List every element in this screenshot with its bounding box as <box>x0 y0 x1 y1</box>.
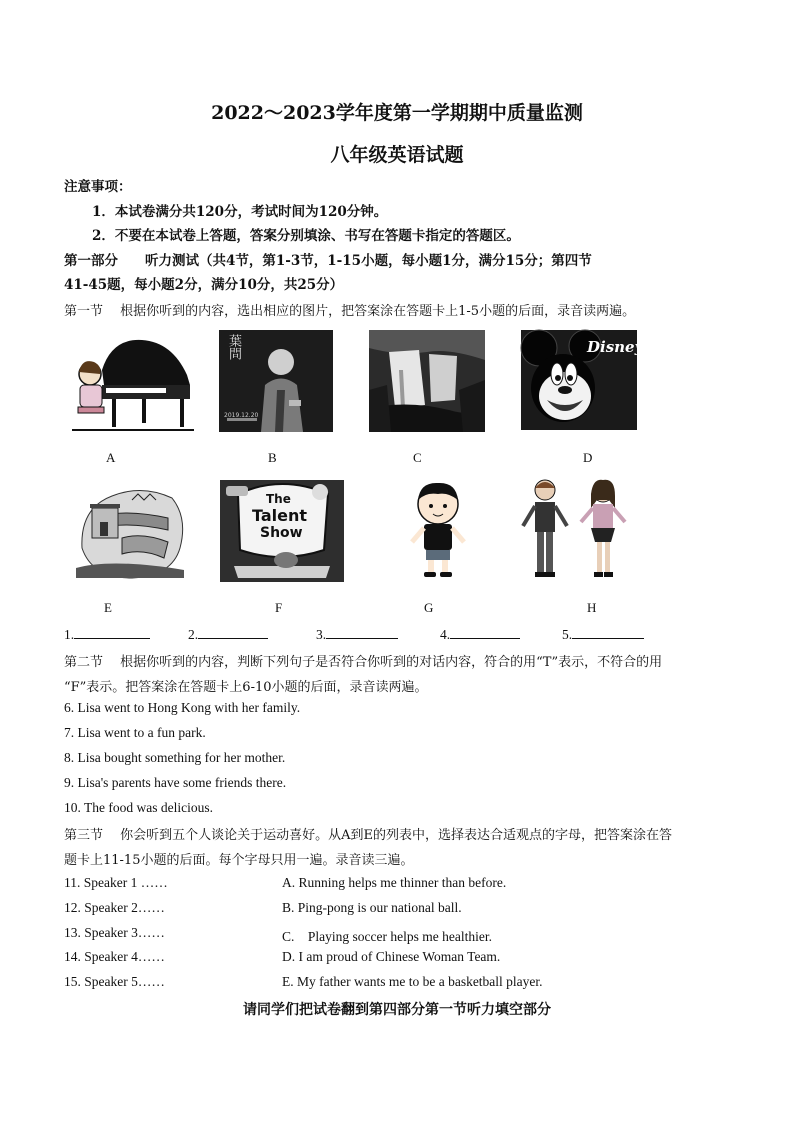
piano-child-icon <box>72 330 194 434</box>
part1-heading-line2: 41-45题，每小题2分，满分10分，共25分） <box>64 277 344 293</box>
speaker-12: 12. Speaker 2…… <box>64 900 165 915</box>
picture-b <box>219 330 333 432</box>
talent-show-text-3: Show <box>260 525 303 541</box>
exam-title: 2022～2023学年度第一学期期中质量监测 <box>211 102 583 124</box>
option-e: E. My father wants me to be a basketball player. <box>282 974 543 989</box>
poster-date-text: 2019.12.20 <box>224 412 259 419</box>
statement-7: 7. Lisa went to a fun park. <box>64 725 206 740</box>
picture-e <box>72 478 188 582</box>
answer-blank-4-line[interactable] <box>450 626 520 639</box>
statement-9: 9. Lisa's parents have some friends there. <box>64 775 287 790</box>
note-item-2: 2．不要在本试卷上答题，答案分别填涂、书写在答题卡指定的答题区。 <box>92 228 520 244</box>
statement-6: 6. Lisa went to Hong Kong with her family. <box>64 700 301 715</box>
statement-10: 10. The food was delicious. <box>64 800 213 815</box>
picture-a <box>72 330 194 434</box>
answer-blank-2-number: 2. <box>188 627 199 642</box>
picture-b-label: B <box>268 450 277 465</box>
disney-logo-text: Disney <box>587 338 644 356</box>
part1-heading-line1: 第一部分 听力测试（共4节，第1-3节，1-15小题，每小题1分，满分15分；第四节 <box>64 253 592 269</box>
notes-heading: 注意事项： <box>64 179 132 195</box>
picture-d <box>521 330 644 430</box>
answer-blank-5-number: 5. <box>562 627 573 642</box>
boy-icon <box>404 478 472 578</box>
answer-blank-4[interactable] <box>440 626 520 643</box>
answer-blank-1-line[interactable] <box>74 626 150 639</box>
exam-subtitle: 八年级英语试题 <box>330 144 464 166</box>
great-wall-icon <box>72 478 188 582</box>
poster-title-text: 葉問 <box>226 334 241 360</box>
picture-e-label: E <box>104 600 112 615</box>
section2-instruction-line1: 第二节 根据你听到的内容，判断下列句子是否符合你听到的对话内容，符合的用“T”表示，不符合的用 <box>64 655 663 670</box>
picture-f-label: F <box>275 600 283 615</box>
picture-c-label: C <box>413 450 422 465</box>
speaker-11: 11. Speaker 1 …… <box>64 875 168 890</box>
statement-8: 8. Lisa bought something for her mother. <box>64 750 286 765</box>
talent-show-text-2: Talent <box>252 506 308 525</box>
answer-blank-5-line[interactable] <box>572 626 644 639</box>
speaker-13: 13. Speaker 3…… <box>64 925 165 940</box>
picture-g-label: G <box>424 600 434 615</box>
footer-note: 请同学们把试卷翻到第四部分第一节听力填空部分 <box>243 1002 551 1018</box>
answer-blank-1-number: 1. <box>64 627 75 642</box>
option-a: A. Running helps me thinner than before. <box>282 875 507 890</box>
option-c: C. Playing soccer helps me healthier. <box>282 929 492 944</box>
picture-f <box>220 480 344 582</box>
speaker-14: 14. Speaker 4…… <box>64 949 165 964</box>
answer-blank-5[interactable] <box>562 626 644 643</box>
section1-instruction: 第一节 根据你听到的内容，选出相应的图片，把答案涂在答题卡上1-5小题的后面，录音读两遍。 <box>64 304 636 319</box>
waterfall-icon <box>369 330 485 432</box>
picture-a-label: A <box>106 450 116 465</box>
option-d: D. I am proud of Chinese Woman Team. <box>282 949 501 964</box>
picture-c <box>369 330 485 432</box>
answer-blank-3[interactable] <box>316 626 398 643</box>
speaker-15: 15. Speaker 5…… <box>64 974 165 989</box>
picture-h <box>517 478 633 582</box>
answer-blank-2[interactable] <box>188 626 268 643</box>
answer-blank-3-number: 3. <box>316 627 327 642</box>
picture-h-label: H <box>587 600 597 615</box>
answer-blank-4-number: 4. <box>440 627 451 642</box>
section2-instruction-line2: “F”表示。把答案涂在答题卡上6-10小题的后面，录音读两遍。 <box>64 680 428 695</box>
note-item-1: 1．本试卷满分共120分，考试时间为120分钟。 <box>92 204 388 220</box>
answer-blank-2-line[interactable] <box>198 626 268 639</box>
answer-blank-3-line[interactable] <box>326 626 398 639</box>
two-girls-icon <box>517 478 633 582</box>
picture-d-label: D <box>583 450 593 465</box>
talent-show-text-1: The <box>266 492 291 506</box>
picture-g <box>404 478 472 578</box>
option-b: B. Ping-pong is our national ball. <box>282 900 462 915</box>
section3-instruction-line2: 题卡上11-15小题的后面。每个字母只用一遍。录音读三遍。 <box>64 853 414 868</box>
section3-instruction-line1: 第三节 你会听到五个人谈论关于运动喜好。从A到E的列表中，选择表达合适观点的字母，把答案涂在答 <box>64 828 673 843</box>
answer-blank-1[interactable] <box>64 626 150 643</box>
